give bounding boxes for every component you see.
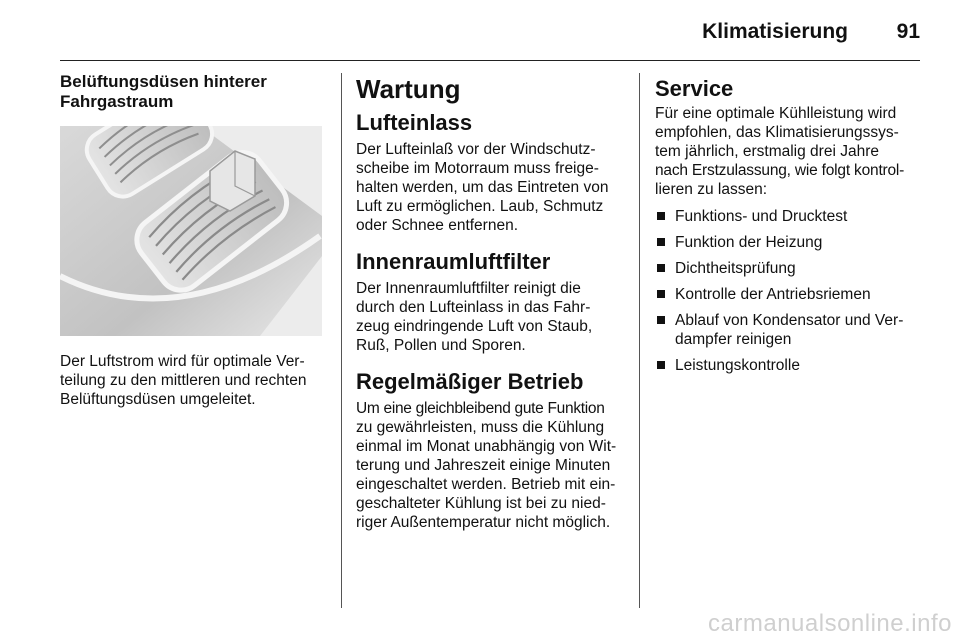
column-middle xyxy=(356,74,628,532)
rear-air-vents-illustration-icon xyxy=(60,126,322,336)
list-item xyxy=(655,207,923,226)
list-item-text: Kontrolle der Antriebsriemen xyxy=(675,286,871,303)
text-line: nach Erstzulassung, wie folgt kontrol- xyxy=(655,162,905,179)
text-line: einmal im Monat unabhängig von Wit- xyxy=(356,438,617,455)
bullet-square-icon xyxy=(657,361,665,369)
text-line: riger Außentemperatur nicht möglich. xyxy=(356,514,611,531)
text-line: Der Luftstrom wird für optimale Ver- xyxy=(60,353,305,370)
rear-vents-heading: Belüftungsdüsen hinterer Fahrgastraum xyxy=(60,72,267,111)
page-header xyxy=(60,10,920,50)
text-line: Für eine optimale Kühlleistung wird xyxy=(655,105,897,122)
list-item-text: Funktion der Heizung xyxy=(675,234,823,251)
page-number: 91 xyxy=(896,20,920,43)
list-item xyxy=(655,233,923,252)
text-line: halten werden, um das Eintreten von xyxy=(356,179,609,196)
bullet-square-icon xyxy=(657,316,665,324)
watermark: carmanualsonline.info xyxy=(708,610,952,637)
text-line: geschalteter Kühlung ist bei zu nied- xyxy=(356,495,606,512)
list-item-text: dampfer reinigen xyxy=(675,331,792,348)
column-divider-2 xyxy=(639,73,640,608)
vent-drawing xyxy=(60,126,322,336)
text-line: zeug eindringende Luft von Staub, xyxy=(356,318,593,335)
text-line: Luft zu ermöglichen. Laub, Schmutz xyxy=(356,198,604,215)
bullet-square-icon xyxy=(657,238,665,246)
regelmaessiger-betrieb-heading: Regelmäßiger Betrieb xyxy=(356,369,584,394)
list-item-text: Dichtheitsprüfung xyxy=(675,260,796,277)
text-line: Der Lufteinlaß vor der Windschutz- xyxy=(356,141,596,158)
text-line: durch den Lufteinlass in das Fahr- xyxy=(356,299,591,316)
column-divider-1 xyxy=(341,73,342,608)
list-item xyxy=(655,356,923,375)
column-left xyxy=(60,72,325,112)
list-item xyxy=(655,259,923,278)
text-line: Belüftungsdüsen umgeleitet. xyxy=(60,391,256,408)
column-right xyxy=(655,76,923,382)
text-line: scheibe im Motorraum muss freige- xyxy=(356,160,599,177)
list-item xyxy=(655,285,923,304)
bullet-square-icon xyxy=(657,290,665,298)
text-line: teilung zu den mittleren und rechten xyxy=(60,372,307,389)
text-line: empfohlen, das Klimatisierungssys- xyxy=(655,124,899,141)
service-checklist xyxy=(655,207,923,375)
innenraumluftfilter-heading: Innenraumluftfilter xyxy=(356,249,551,274)
text-line: lieren zu lassen: xyxy=(655,181,768,198)
lufteinlass-heading: Lufteinlass xyxy=(356,110,473,135)
list-item-text: Funktions- und Drucktest xyxy=(675,208,848,225)
wartung-title: Wartung xyxy=(356,74,461,104)
list-item-text: Ablauf von Kondensator und Ver- xyxy=(675,312,904,329)
header-rule xyxy=(60,60,920,61)
list-item xyxy=(655,311,923,349)
section-title: Klimatisierung xyxy=(702,20,848,43)
text-line: terung und Jahreszeit einige Minuten xyxy=(356,457,611,474)
text-line: oder Schnee entfernen. xyxy=(356,217,519,234)
service-heading: Service xyxy=(655,76,734,101)
text-line: Ruß, Pollen und Sporen. xyxy=(356,337,526,354)
list-item-text: Leistungskontrolle xyxy=(675,357,800,374)
text-line: Der Innenraumluftfilter reinigt die xyxy=(356,280,581,297)
text-line: eingeschaltet werden. Betrieb mit ein- xyxy=(356,476,616,493)
rear-vents-text xyxy=(60,352,325,409)
text-line: tem jährlich, erstmalig drei Jahre xyxy=(655,143,879,160)
bullet-square-icon xyxy=(657,264,665,272)
text-line: zu gewährleisten, muss die Kühlung xyxy=(356,419,605,436)
bullet-square-icon xyxy=(657,212,665,220)
text-line: Um eine gleichbleibend gute Funktion xyxy=(356,400,605,417)
